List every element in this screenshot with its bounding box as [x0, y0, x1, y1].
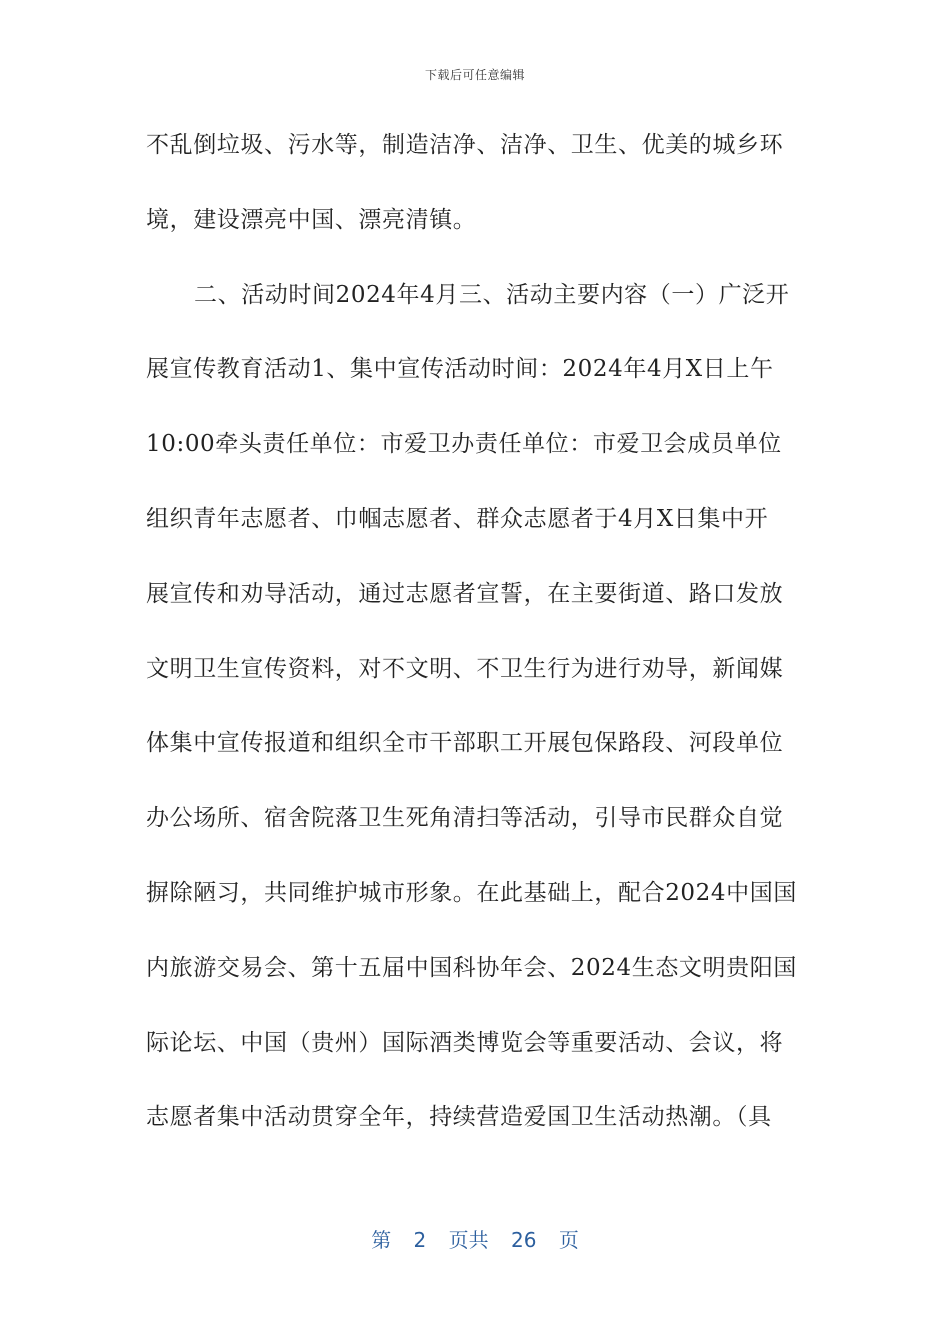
body-line: 10:00牵头责任单位：市爱卫办责任单位：市爱卫会成员单位 — [146, 431, 782, 458]
footer-current-page: 2 — [413, 1228, 427, 1252]
body-line: 志愿者集中活动贯穿全年，持续营造爱国卫生活动热潮。（具 — [146, 1104, 772, 1131]
body-line: 办公场所、宿舍院落卫生死角清扫等活动，引导市民群众自觉 — [146, 805, 784, 832]
body-line: 际论坛、中国（贵州）国际酒类博览会等重要活动、会议，将 — [146, 1029, 784, 1056]
body-line: 境，建设漂亮中国、漂亮清镇。 — [146, 206, 477, 233]
body-line: 摒除陋习，共同维护城市形象。在此基础上，配合2024中国国 — [146, 879, 797, 906]
footer-page-label: 第 — [371, 1228, 392, 1252]
page-footer — [0, 1224, 950, 1253]
body-line: 不乱倒垃圾、污水等，制造洁净、洁净、卫生、优美的城乡环 — [146, 132, 784, 158]
body-line: 二、活动时间2024年4月三、活动主要内容（一）广泛开 — [194, 281, 790, 308]
footer-of-label: 页共 — [448, 1228, 489, 1252]
footer-pages-label: 页 — [558, 1228, 579, 1252]
body-line: 展宣传和劝导活动，通过志愿者宣誓，在主要街道、路口发放 — [146, 580, 784, 607]
body-line: 内旅游交易会、第十五届中国科协年会、2024生态文明贵阳国 — [146, 954, 797, 981]
page-header-note: 下载后可任意编辑 — [424, 68, 525, 82]
body-line: 展宣传教育活动1、集中宣传活动时间：2024年4月X日上午 — [146, 356, 774, 383]
document-body — [146, 121, 806, 1168]
body-line: 组织青年志愿者、巾帼志愿者、群众志愿者于4月X日集中开 — [146, 505, 769, 532]
footer-total-pages: 26 — [511, 1228, 537, 1252]
body-line: 体集中宣传报道和组织全市干部职工开展包保路段、河段单位 — [146, 730, 784, 757]
body-line: 文明卫生宣传资料，对不文明、不卫生行为进行劝导，新闻媒 — [146, 655, 784, 682]
